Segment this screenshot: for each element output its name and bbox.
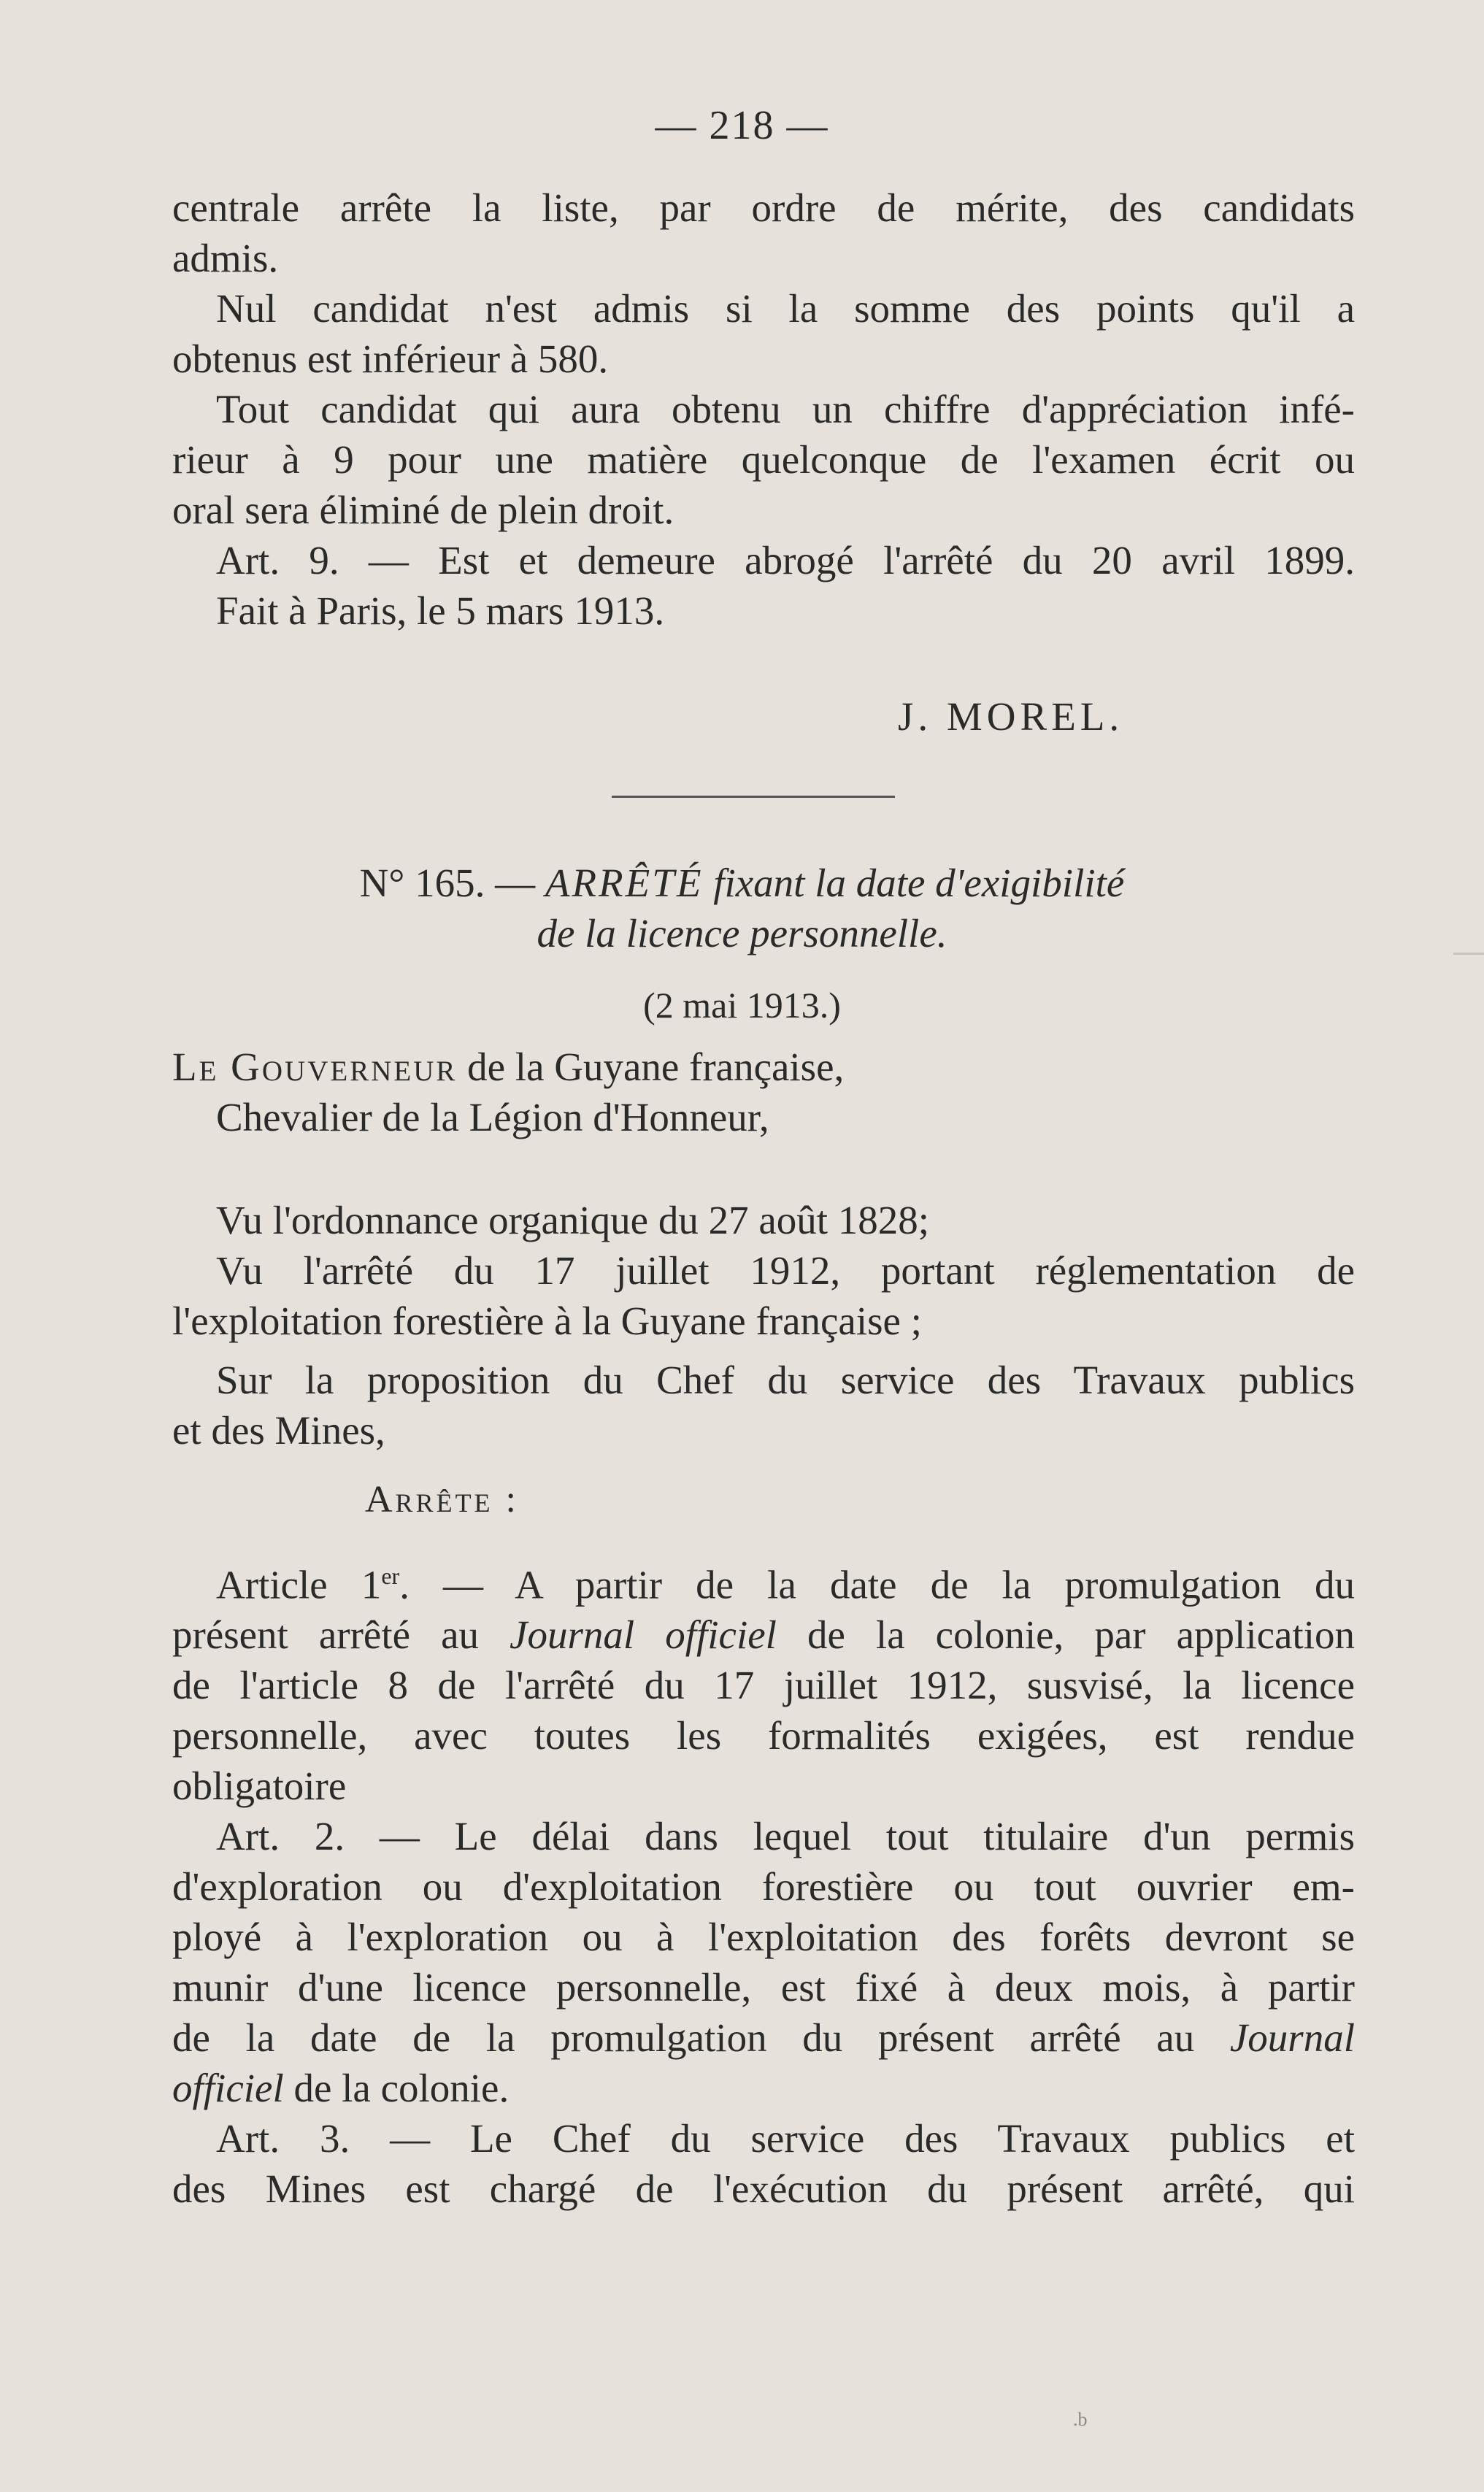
article-1-text: présent arrêté au — [172, 1612, 510, 1658]
text-line: obtenus est inférieur à 580. — [172, 337, 609, 381]
article-2-line6 — [172, 2063, 1355, 2113]
article-3-line1: Art. 3. — Le Chef du service des Travaux publics et — [216, 2116, 1355, 2161]
decree-date: (2 mai 1913.) — [643, 985, 841, 1026]
article-3-line2: des Mines est chargé de l'exécution du présent arrêté, qui — [172, 2166, 1355, 2212]
vu-ordonnance: Vu l'ordonnance organique du 27 août 1828; — [216, 1198, 930, 1242]
title-dash: — — [495, 861, 536, 905]
article-1-label: Article 1 — [216, 1562, 382, 1607]
governor-rest: de la Guyane française, — [467, 1045, 845, 1089]
text-line: Tout candidat qui aura obtenu un chiffre d'appréciation infé- — [216, 387, 1355, 431]
footer-mark: .b — [1073, 2409, 1088, 2430]
article-2-text: de la date de la promulgation du présent arrêté au — [172, 2015, 1230, 2061]
article-2-line2: d'exploration ou d'exploitation forestière ou tout ouvrier em- — [172, 1864, 1355, 1910]
article-1-line5: obligatoire — [172, 1764, 347, 1809]
officiel-word: officiel — [172, 2066, 284, 2111]
article-1-sup: er — [381, 1563, 400, 1589]
decree-articles — [172, 1551, 1355, 2214]
top-text — [172, 182, 1355, 636]
vu-arrete-cont: l'exploitation forestière à la Guyane française ; — [172, 1299, 922, 1343]
decree-title-rest: fixant la date d'exigibilité — [713, 861, 1125, 905]
text-line: admis. — [172, 236, 279, 280]
text-line: centrale arrête la liste, par ordre de mérite, des candidats — [172, 185, 1355, 230]
article-1-line1 — [172, 1551, 1355, 1610]
arrete-heading: Arrête : — [365, 1479, 519, 1520]
text-line: rieur à 9 pour une matière quelconque de l'examen écrit ou — [172, 437, 1355, 482]
journal-word: Journal — [1229, 2015, 1355, 2061]
article-1-line4: personnelle, avec toutes les formalités exigées, est rendue — [172, 1713, 1355, 1758]
chevalier-line: Chevalier de la Légion d'Honneur, — [216, 1095, 769, 1139]
decree-number: N° 165. — [359, 861, 485, 905]
section-divider — [612, 796, 895, 798]
article-2-text: de la colonie. — [283, 2066, 510, 2111]
sur-proposition-cont: et des Mines, — [172, 1408, 385, 1453]
page-number: — 218 — — [655, 103, 829, 148]
decree-title-word: ARRÊTÉ — [545, 861, 704, 905]
article-1-text: de la colonie, par application — [776, 1612, 1355, 1658]
vu-arrete: Vu l'arrêté du 17 juillet 1912, portant réglementation de — [216, 1248, 1355, 1293]
decree-title-line2-text: de la licence personnelle. — [537, 911, 947, 955]
article-1-line2 — [172, 1610, 1355, 1660]
sur-proposition: Sur la proposition du Chef du service des Travaux publics — [216, 1358, 1355, 1402]
page-edge-mark — [1453, 953, 1484, 955]
text-line: Nul candidat n'est admis si la somme des points qu'il a — [216, 286, 1355, 331]
governor-title: Le Gouverneur — [172, 1045, 458, 1089]
journal-officiel: Journal officiel — [510, 1612, 777, 1658]
decree-title-line2 — [0, 908, 1484, 958]
article-1-text: . — A partir de la date de la promulgation du — [399, 1562, 1356, 1607]
decree-title-line1 — [0, 858, 1484, 908]
article-2-line3: ployé à l'exploration ou à l'exploitation des forêts devront se — [172, 1915, 1355, 1960]
place-date: Fait à Paris, le 5 mars 1913. — [216, 588, 665, 633]
article-9: Art. 9. — Est et demeure abrogé l'arrêté du 20 avril 1899. — [216, 538, 1355, 582]
article-2-line5 — [172, 2012, 1355, 2063]
article-2-line1: Art. 2. — Le délai dans lequel tout titulaire d'un permis — [216, 1814, 1355, 1859]
decree-considerations — [172, 1195, 1355, 1455]
article-2-line4: munir d'une licence personnelle, est fixé à deux mois, à partir — [172, 1965, 1355, 2010]
signature: J. MOREL. — [898, 694, 1124, 739]
text-line: oral sera éliminé de plein droit. — [172, 488, 674, 532]
article-1-line3: de l'article 8 de l'arrêté du 17 juillet 1912, susvisé, la licence — [172, 1663, 1355, 1708]
governor-line — [172, 1042, 1355, 1092]
decree-preamble — [172, 1042, 1355, 1142]
